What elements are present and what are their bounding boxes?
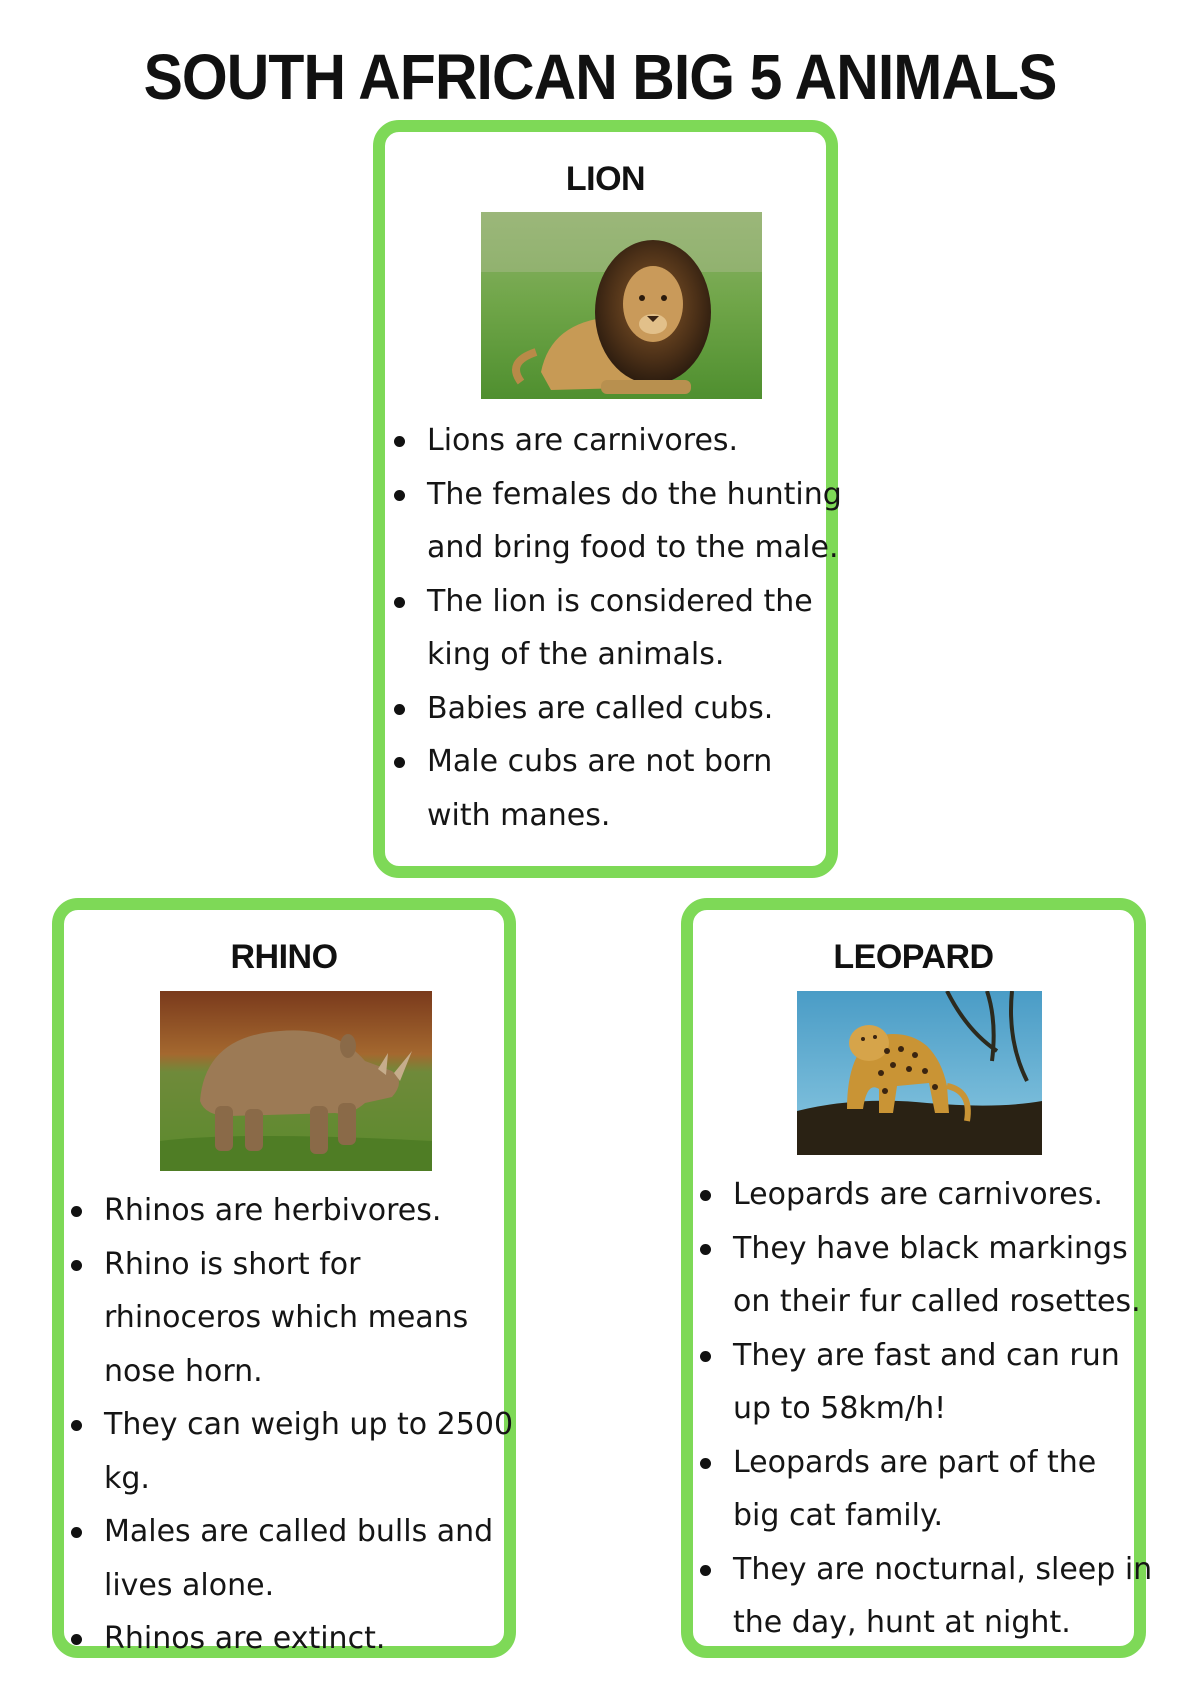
list-item: Rhino is short for rhinoceros which means nose horn. xyxy=(68,1238,513,1399)
rhino-facts xyxy=(68,1184,513,1666)
list-item: Male cubs are not born with manes. xyxy=(391,735,842,842)
lion-photo xyxy=(481,212,762,399)
lion-card-title: LION xyxy=(565,160,646,198)
list-item: They have black markings on their fur called rosettes. xyxy=(697,1222,1152,1329)
list-item: They are fast and can run up to 58km/h! xyxy=(697,1329,1152,1436)
rhino-photo xyxy=(160,991,432,1171)
list-item: Rhinos are extinct. xyxy=(68,1612,513,1666)
list-item: They can weigh up to 2500 kg. xyxy=(68,1398,513,1505)
list-item: Rhinos are herbivores. xyxy=(68,1184,513,1238)
lion-facts xyxy=(391,414,842,842)
list-item: The lion is considered the king of the animals. xyxy=(391,575,842,682)
list-item: Males are called bulls and lives alone. xyxy=(68,1505,513,1612)
list-item: The females do the hunting and bring food to the male. xyxy=(391,468,842,575)
lion-card xyxy=(373,120,842,878)
list-item: Babies are called cubs. xyxy=(391,682,842,736)
list-item: Lions are carnivores. xyxy=(391,414,842,468)
leopard-card-title: LEOPARD xyxy=(833,938,994,976)
leopard-photo xyxy=(797,991,1042,1155)
rhino-card xyxy=(52,898,516,1658)
list-item: Leopards are carnivores. xyxy=(697,1168,1152,1222)
list-item: Leopards are part of the big cat family. xyxy=(697,1436,1152,1543)
list-item: They are nocturnal, sleep in the day, hunt at night. xyxy=(697,1543,1152,1650)
leopard-facts xyxy=(697,1168,1152,1650)
rhino-card-title: RHINO xyxy=(230,938,338,976)
leopard-card xyxy=(681,898,1153,1658)
page-title: SOUTH AFRICAN BIG 5 ANIMALS xyxy=(143,41,1057,113)
